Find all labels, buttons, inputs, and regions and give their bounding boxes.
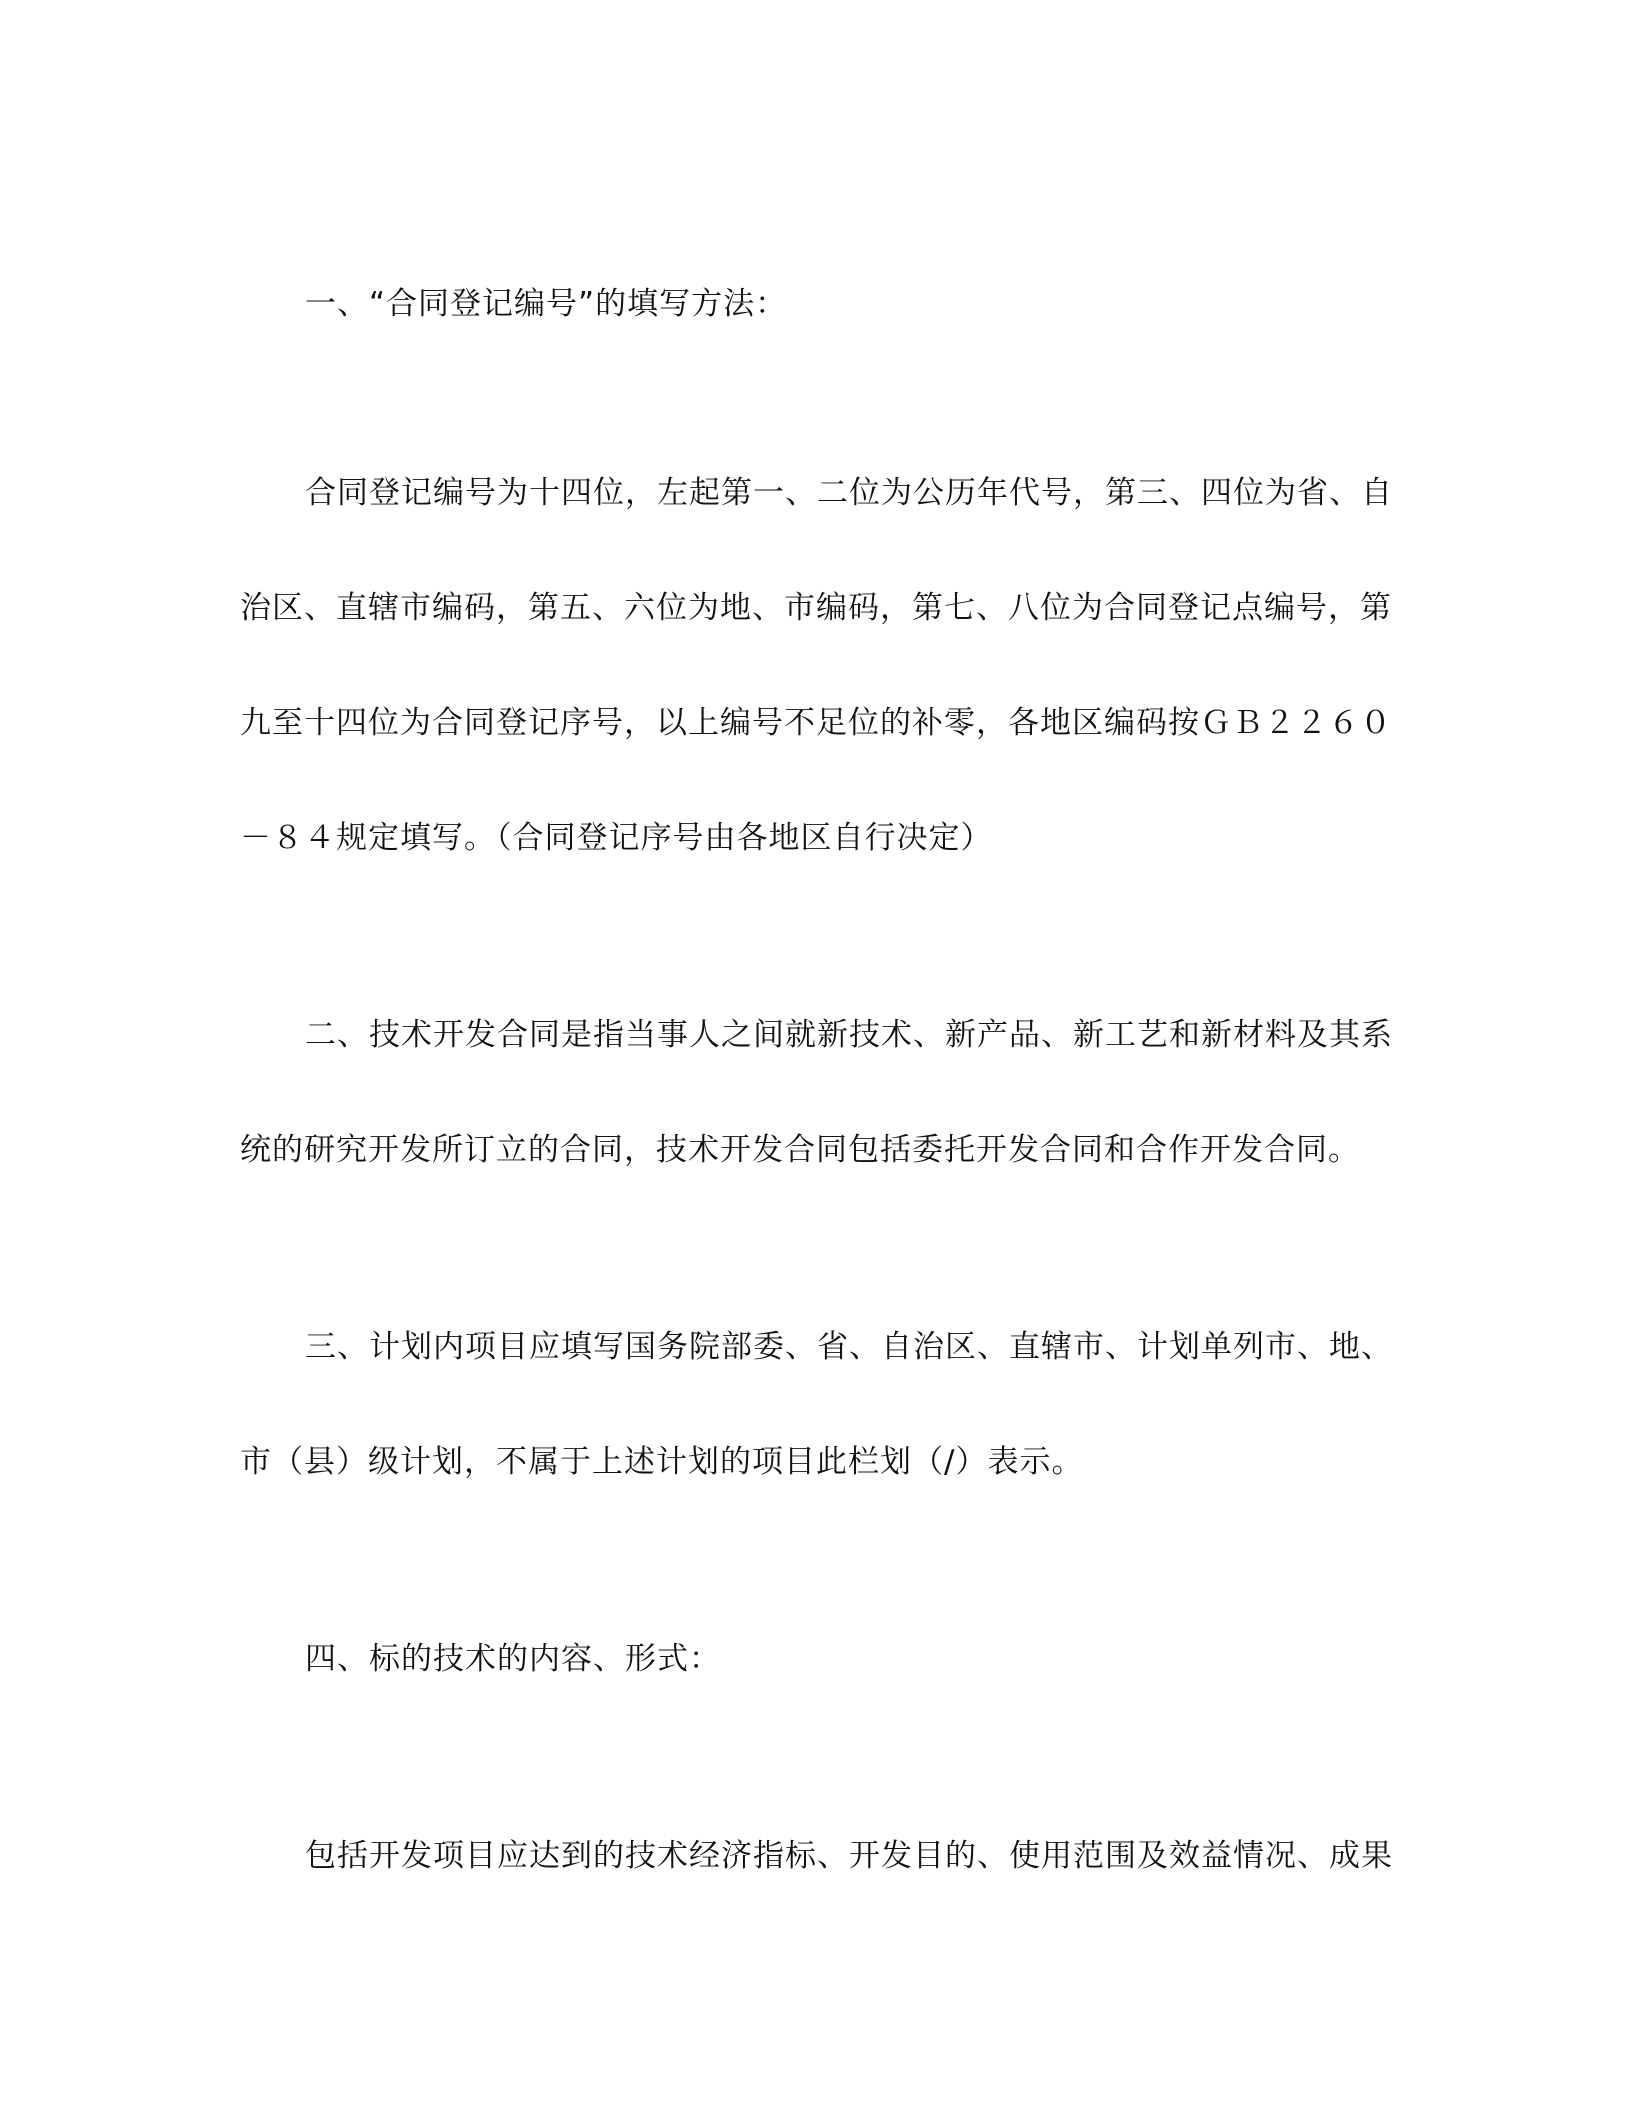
paragraph-line: 包括开发项目应达到的技术经济指标、开发目的、使用范围及效益情况、成果: [305, 1838, 1393, 1874]
section-1-heading: 一、“合同登记编号”的填写方法：: [305, 286, 788, 322]
section-2-line: 二、技术开发合同是指当事人之间就新技术、新产品、新工艺和新材料及其系: [305, 1017, 1393, 1053]
paragraph-line: －８４规定填写。（合同登记序号由各地区自行决定）: [240, 820, 993, 856]
paragraph-line: 合同登记编号为十四位，左起第一、二位为公历年代号，第三、四位为省、自: [305, 475, 1393, 511]
paragraph-line: 治区、直辖市编码，第五、六位为地、市编码，第七、八位为合同登记点编号，第: [240, 590, 1392, 626]
section-3-line: 市（县）级计划，不属于上述计划的项目此栏划（/）表示。: [240, 1444, 1084, 1480]
section-4-heading: 四、标的技术的内容、形式：: [305, 1641, 721, 1677]
paragraph-line: 九至十四位为合同登记序号，以上编号不足位的补零，各地区编码按ＧＢ２２６０: [240, 705, 1392, 741]
section-2-line: 统的研究开发所订立的合同，技术开发合同包括委托开发合同和合作开发合同。: [240, 1132, 1360, 1168]
section-3-line: 三、计划内项目应填写国务院部委、省、自治区、直辖市、计划单列市、地、: [305, 1329, 1393, 1365]
